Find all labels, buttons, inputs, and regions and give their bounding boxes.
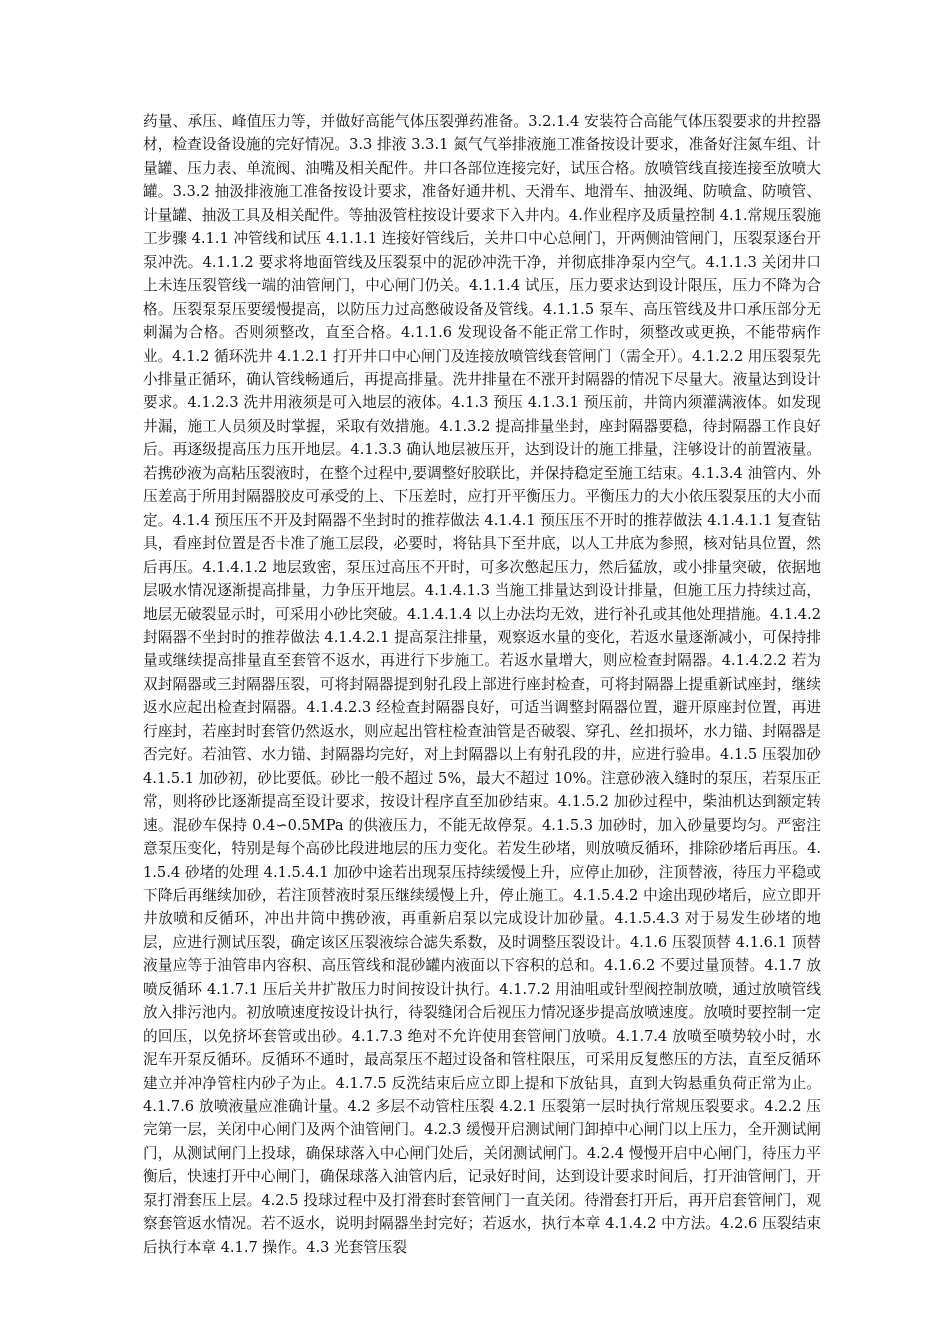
body-paragraph: 药量、承压、峰值压力等，并做好高能气体压裂弹药准备。3.2.1.4 安装符合高能气体压裂要求的井控器材，检查设备设施的完好情况。3.3 排液 3.3.1 氮气气举排液施工准备按设计要求，准备好注氮车组、计量罐、压力表、单流阀、油嘴及相关配件。井口各部位连接完好，试压合格。放喷管线直接连接至放喷大罐。3.3.2 抽汲排液施工准备按设计要求，准备好通井机、天滑车、地滑车、抽汲绳、防喷盒、防喷管、计量罐、抽汲工具及相关配件。等抽汲管柱按设计要求下入井内。4.作业程序及质量控制 4.1.常规压裂施工步骤 4.1.1 冲管线和试压 4.1.1.1 连接好管线后，关井口中心总闸门，开两侧油管闸门，压裂泵逐台开泵冲洗。4.1.1.2 要求将地面管线及压裂泵中的泥砂冲洗干净，并彻底排净泵内空气。4.1.1.3 关闭井口上未连压裂管线一端的油管闸门，中心闸门仍关。4.1.1.4 试压，压力要求达到设计限压，压力不降为合格。压裂泵泵压要缓慢提高，以防压力过高憋破设备及管线。4.1.1.5 泵车、高压管线及井口承压部分无刺漏为合格。否则须整改，直至合格。4.1.1.6 发现设备不能正常工作时，须整改或更换，不能带病作业。4.1.2 循环洗井 4.1.2.1 打开井口中心闸门及连接放喷管线套管闸门（需全开）。4.1.2.2 用压裂泵先小排量正循环，确认管线畅通后，再提高排量。洗井排量在不涨开封隔器的情况下尽量大。液量达到设计要求。4.1.2.3 洗井用液须是可入地层的液体。4.1.3 预压 4.1.3.1 预压前，井筒内须灌满液体。如发现井漏，施工人员须及时掌握，采取有效措施。4.1.3.2 提高排量坐封，座封隔器要稳，待封隔器工作良好后。再逐级提高压力压开地层。4.1.3.3 确认地层被压开，达到设计的施工排量，注够设计的前置液量。若携砂液为高粘压裂液时，在整个过程中,要调整好胶联比，并保持稳定至施工结束。4.1.3.4 油管内、外压差高于所用封隔器胶皮可承受的上、下压差时，应打开平衡压力。平衡压力的大小依压裂泵压的大小而定。4.1.4 预压压不开及封隔器不坐封时的推荐做法 4.1.4.1 预压压不开时的推荐做法 4.1.4.1.1 复查钻具，看座封位置是否卡准了施工层段，必要时，将钻具下至井底，以人工井底为参照，核对钻具位置，然后再压。4.1.4.1.2 地层致密，泵压过高压不开时，可多次憋起压力，然后猛放，或小排量突破，依据地层吸水情况逐渐提高排量，力争压开地层。4.1.4.1.3 当施工排量达到设计排量，但施工压力持续过高，地层无破裂显示时，可采用小砂比突破。4.1.4.1.4 以上办法均无效，进行补孔或其他处理措施。4.1.4.2 封隔器不坐封时的推荐做法 4.1.4.2.1 提高泵注排量，观察返水量的变化，若返水量逐渐减小，可保持排量或继续提高排量直至套管不返水，再进行下步施工。若返水量增大，则应检查封隔器。4.1.4.2.2 若为双封隔器或三封隔器压裂，可将封隔器提到射孔段上部进行座封检查，可将封隔器上提重新试座封，继续返水应起出检查封隔器。4.1.4.2.3 经检查封隔器良好，可适当调整封隔器位置，避开原座封位置，再进行座封，若座封时套管仍然返水，则应起出管柱检查油管是否破裂、穿孔、丝扣损坏，水力锚、封隔器是否完好。若油管、水力锚、封隔器均完好，对上封隔器以上有射孔段的井，应进行验串。4.1.5 压裂加砂 4.1.5.1 加砂初，砂比要低。砂比一般不超过 5%，最大不超过 10%。注意砂液入缝时的泵压，若泵压正常，则将砂比逐渐提高至设计要求，按设计程序直至加砂结束。4.1.5.2 加砂过程中，柴油机达到额定转速。混砂车保持 0.4∽0.5MPa 的供液压力，不能无故停泵。4.1.5.3 加砂时，加入砂量要均匀。严密注意泵压变化，特别是每个高砂比段进地层的压力变化。若发生砂堵，则放喷反循环，排除砂堵后再压。4.1.5.4 砂堵的处理 4.1.5.4.1 加砂中途若出现泵压持续缓慢上升，应停止加砂，注顶替液，待压力平稳或下降后再继续加砂，若注顶替液时泵压继续缓慢上升，停止施工。4.1.5.4.2 中途出现砂堵后，应立即开井放喷和反循环，冲出井筒中携砂液，再重新启泵以完成设计加砂量。4.1.5.4.3 对于易发生砂堵的地层，应进行测试压裂，确定该区压裂液综合滤失系数，及时调整压裂设计。4.1.6 压裂顶替 4.1.6.1 顶替液量应等于油管串内容积、高压管线和混砂罐内液面以下容积的总和。4.1.6.2 不要过量顶替。4.1.7 放喷反循环 4.1.7.1 压后关井扩散压力时间按设计执行。4.1.7.2 用油咀或针型阀控制放喷，通过放喷管线放入排污池内。初放喷速度按设计执行，待裂缝闭合后视压力情况逐步提高放喷速度。放喷时要控制一定的回压，以免挤坏套管或出砂。4.1.7.3 绝对不允许使用套管闸门放喷。4.1.7.4 放喷至喷势较小时，水泥车开泵反循环。反循环不通时，最高泵压不超过设备和管柱限压，可采用反复憋压的方法，直至反循环建立并冲净管柱内砂子为止。4.1.7.5 反洗结束后应立即上提和下放钻具，直到大钩悬重负荷正常为止。4.1.7.6 放喷液量应准确计量。4.2 多层不动管柱压裂 4.2.1 压裂第一层时执行常规压裂要求。4.2.2 压完第一层，关闭中心闸门及两个油管闸门。4.2.3 缓慢开启测试闸门卸掉中心闸门以上压力，全开测试闸门，从测试闸门上投球，确保球落入中心闸门处后，关闭测试闸门。4.2.4 慢慢开启中心闸门，待压力平衡后，快速打开中心闸门，确保球落入油管内后，记录好时间，达到设计要求时间后，打开油管闸门，开泵打滑套压上层。4.2.5 投球过程中及打滑套时套管闸门一直关闭。待滑套打开后，再开启套管闸门，观察套管返水情况。若不返水，说明封隔器坐封完好；若返水，执行本章 4.1.4.2 中方法。4.2.6 压裂结束后执行本章 4.1.7 操作。4.3 光套管压裂 xyxy=(143,113,821,1256)
